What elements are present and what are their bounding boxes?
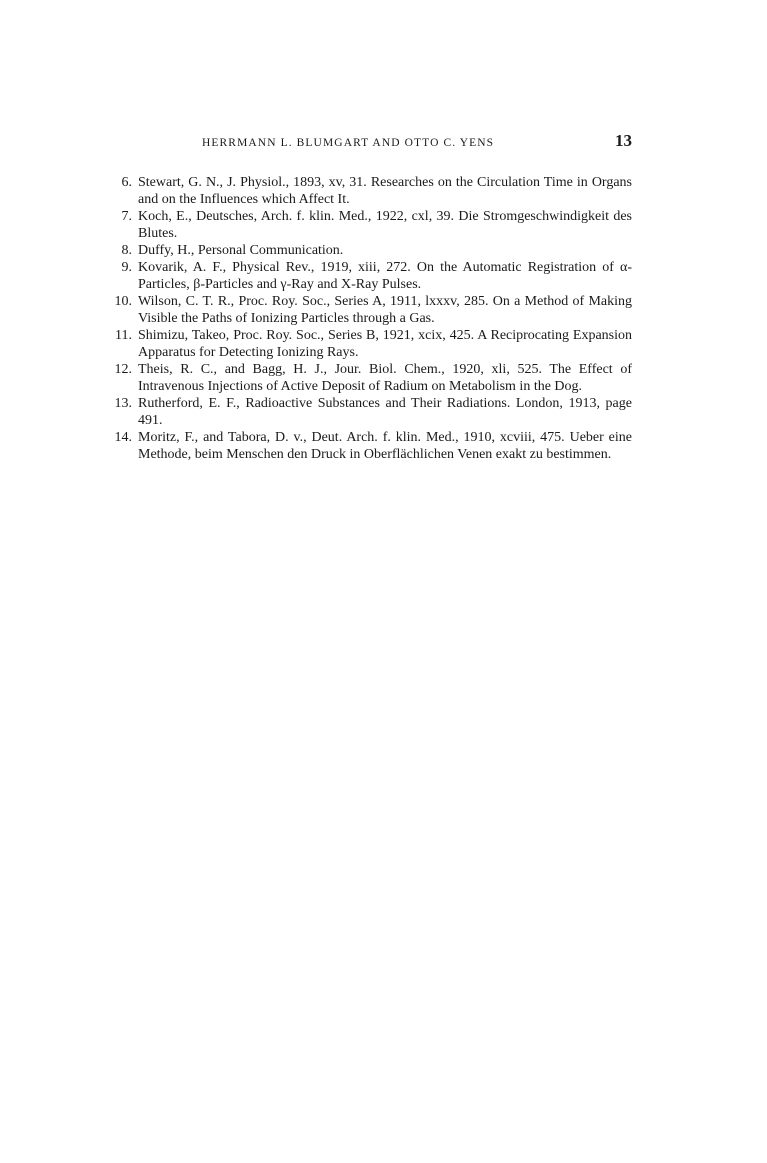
reference-number: 9. xyxy=(121,260,132,275)
reference-list xyxy=(108,174,632,463)
running-title: HERRMANN L. BLUMGART AND OTTO C. YENS xyxy=(202,137,495,149)
reference-item xyxy=(108,293,632,327)
reference-text: Koch, E., Deutsches, Arch. f. klin. Med., 1922, cxl, 39. Die Stromgeschwindigkeit des Blutes. xyxy=(138,209,632,241)
reference-number: 11. xyxy=(115,328,132,343)
reference-item xyxy=(108,208,632,242)
reference-item xyxy=(108,259,632,293)
reference-number: 14. xyxy=(114,430,132,445)
reference-number: 10. xyxy=(114,294,132,309)
reference-text: Shimizu, Takeo, Proc. Roy. Soc., Series B, 1921, xcix, 425. A Reciprocating Expansion Apparatus for Detecting Ionizing Rays. xyxy=(138,328,632,360)
reference-text: Stewart, G. N., J. Physiol., 1893, xv, 31. Researches on the Circulation Time in Organs and on the Influences which Affect It. xyxy=(138,175,632,207)
reference-number: 6. xyxy=(121,175,132,190)
reference-text: Wilson, C. T. R., Proc. Roy. Soc., Series A, 1911, lxxxv, 285. On a Method of Making Visible the Paths of Ionizing Particles through a Gas. xyxy=(138,294,632,326)
reference-item xyxy=(108,242,632,259)
reference-number: 13. xyxy=(114,396,132,411)
running-head xyxy=(114,130,634,156)
reference-text: Rutherford, E. F., Radioactive Substances and Their Radiations. London, 1913, page 491. xyxy=(138,396,632,428)
reference-text: Kovarik, A. F., Physical Rev., 1919, xiii, 272. On the Automatic Registration of α-Particles, β-Particles and γ-Ray and X-Ray Pulses. xyxy=(138,260,632,292)
reference-item xyxy=(108,327,632,361)
reference-item xyxy=(108,174,632,208)
reference-number: 8. xyxy=(121,243,132,258)
reference-item xyxy=(108,429,632,463)
reference-item xyxy=(108,395,632,429)
page-number: 13 xyxy=(615,131,632,150)
reference-number: 12. xyxy=(114,362,132,377)
reference-text: Theis, R. C., and Bagg, H. J., Jour. Biol. Chem., 1920, xli, 525. The Effect of Intravenous Injections of Active Deposit of Radium on Metabolism in the Dog. xyxy=(138,362,632,394)
reference-item xyxy=(108,361,632,395)
reference-text: Duffy, H., Personal Communication. xyxy=(138,243,344,258)
reference-number: 7. xyxy=(121,209,132,224)
reference-text: Moritz, F., and Tabora, D. v., Deut. Arch. f. klin. Med., 1910, xcviii, 475. Ueber eine Methode, beim Menschen den Druck in Oberflächlichen Venen exakt zu bestimmen. xyxy=(138,430,632,462)
